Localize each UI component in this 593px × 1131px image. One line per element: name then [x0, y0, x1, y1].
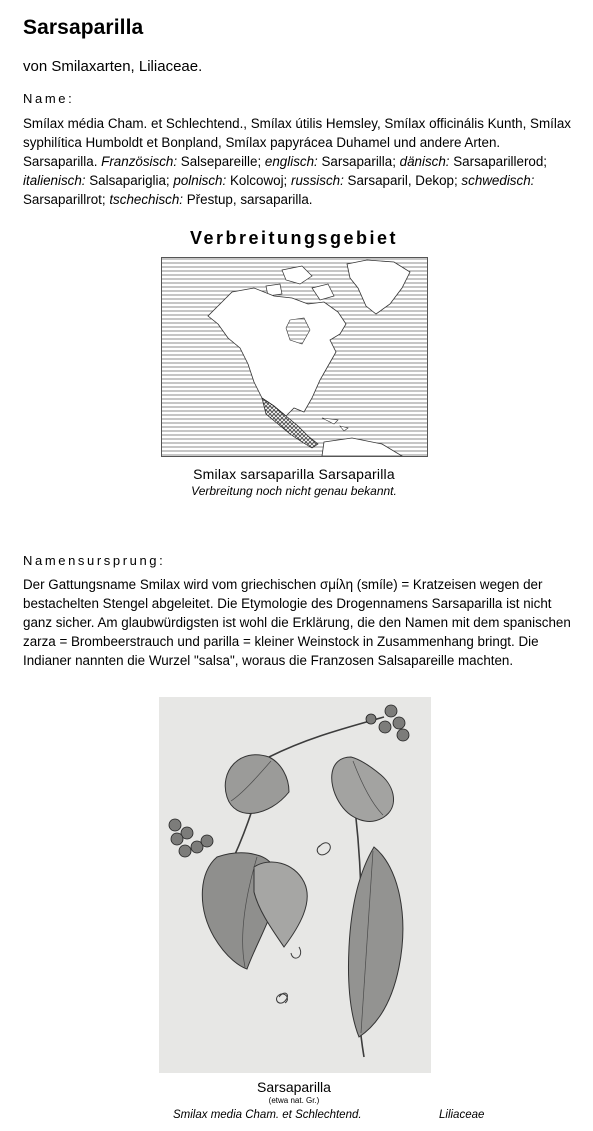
page-title: Sarsaparilla	[23, 16, 144, 39]
name-danish: Sarsaparillerod;	[449, 154, 548, 169]
name-czech: Přestup, sarsaparilla.	[183, 192, 313, 207]
tendril-1	[277, 993, 288, 1003]
plate-scale: (etwa nat. Gr.)	[268, 1096, 320, 1105]
distribution-map-graphic	[162, 258, 427, 456]
plate-title: Sarsaparilla	[257, 1079, 331, 1095]
plate-species: Smilax media Cham. et Schlechtend.	[173, 1109, 362, 1121]
lang-french: Französisch:	[101, 154, 178, 169]
lang-polish: polnisch:	[173, 173, 227, 188]
berry	[393, 717, 405, 729]
name-russian: Sarsaparil, Dekop;	[343, 173, 462, 188]
map-caption: Smilax sarsaparilla Sarsaparilla	[193, 466, 395, 482]
map-note: Verbreitung noch nicht genau bekannt.	[191, 484, 397, 498]
berry	[169, 819, 181, 831]
name-swedish: Sarsaparillrot;	[23, 192, 110, 207]
botanical-plate	[159, 697, 431, 1073]
tendril-3	[291, 947, 301, 958]
distribution-heading: Verbreitungsgebiet	[189, 228, 399, 248]
name-polish: Kolcowoj;	[226, 173, 291, 188]
leaf-upper-right	[332, 757, 394, 821]
lang-english: englisch:	[264, 154, 318, 169]
sarsaparilla-illustration	[159, 697, 431, 1073]
leaf-lower-right	[348, 847, 402, 1037]
berry	[201, 835, 213, 847]
name-paragraph	[23, 114, 571, 209]
distribution-map	[161, 257, 428, 457]
name-french: Salsepareille;	[177, 154, 265, 169]
berry	[379, 721, 391, 733]
lang-danish: dänisch:	[399, 154, 450, 169]
berry	[171, 833, 183, 845]
berry	[366, 714, 376, 724]
page-subtitle: von Smilaxarten, Liliaceae.	[23, 58, 203, 75]
plate-family: Liliaceae	[439, 1109, 485, 1121]
name-section-label: Name:	[23, 91, 75, 106]
leaf-upper-left	[225, 755, 289, 814]
berry	[179, 845, 191, 857]
main-vine	[269, 717, 384, 757]
name-english: Sarsaparilla;	[317, 154, 400, 169]
name-text: Smílax média Cham. et Schlechtend., Smílax útilis Hemsley, Smílax officinális Kunth, Smílax syphilítica Humboldt et Bonpland, Smílax papyrácea Duhamel und andere Arten. Sarsaparilla.	[23, 116, 571, 169]
lang-italian: italienisch:	[23, 173, 86, 188]
lang-swedish: schwedisch:	[461, 173, 535, 188]
berry	[385, 705, 397, 717]
name-italian: Salsapariglia;	[85, 173, 174, 188]
berry	[397, 729, 409, 741]
origin-paragraph: Der Gattungsname Smilax wird vom griechischen σμίλη (smíle) = Kratzeisen wegen der bestachelten Stengel abgeleitet. Die Etymologie des Drogennamens Sarsaparilla ist nicht ganz sicher. Am glaubwürdigsten ist wohl die Erklärung, die den Namen mit dem spanischen zarza = Brombeerstrauch und parilla = kleiner Weinstock in Zusammenhang bringt. Die Indianer nannten die Wurzel "salsa", woraus die Franzosen Salsapareille machten.	[23, 577, 571, 668]
lang-russian: russisch:	[290, 173, 344, 188]
origin-section-label: Namensursprung:	[23, 553, 166, 568]
tendril-2	[317, 843, 330, 855]
lang-czech: tschechisch:	[109, 192, 184, 207]
